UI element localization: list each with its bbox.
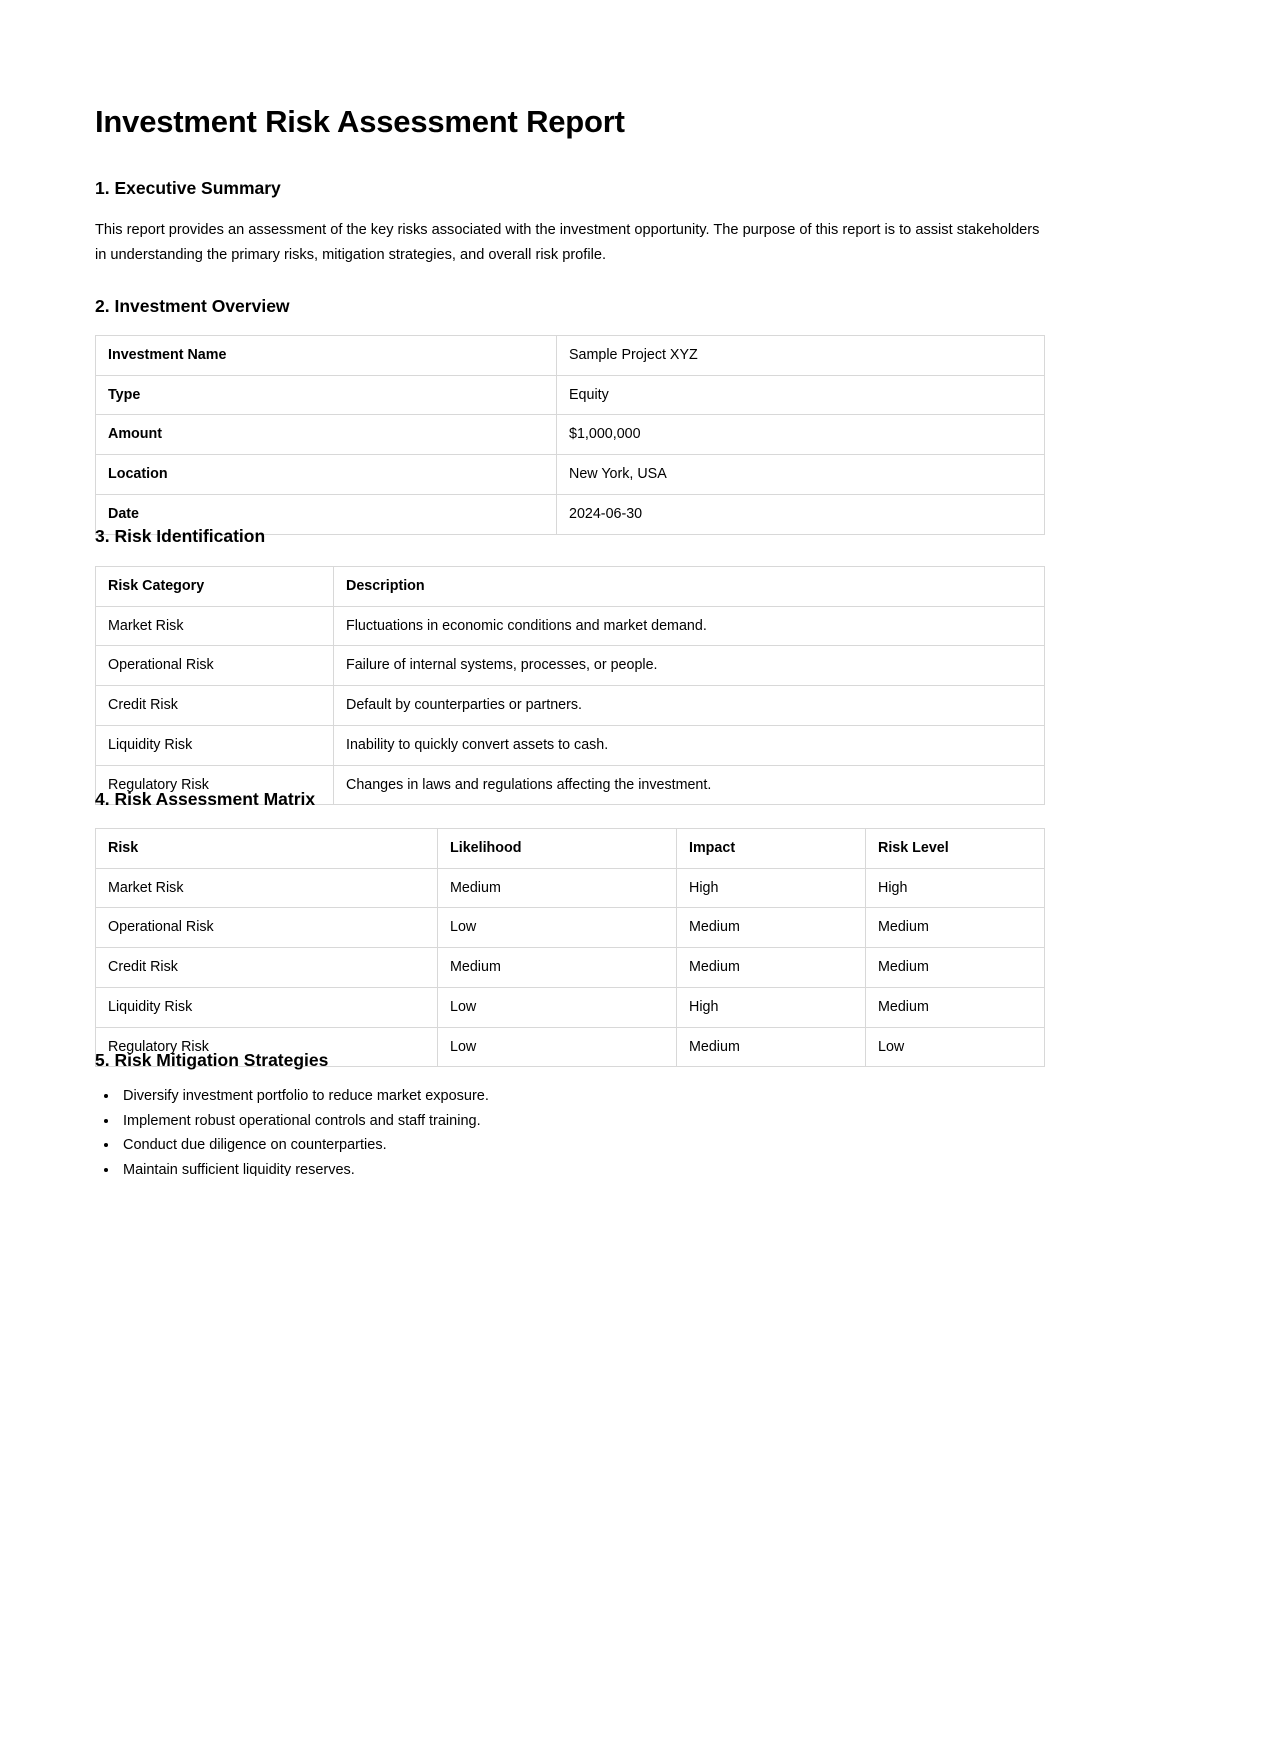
table-row <box>96 868 1045 908</box>
table-row <box>96 908 1045 948</box>
matrix-likelihood-cell: Medium <box>438 948 677 988</box>
overview-label: Location <box>96 455 557 495</box>
column-header-risk-level: Risk Level <box>866 829 1045 869</box>
overview-value: $1,000,000 <box>557 415 1045 455</box>
matrix-risk-level-cell: Medium <box>866 908 1045 948</box>
list-item: • Conduct due diligence on counterparties. <box>119 1138 489 1153</box>
risk-description-cell: Fluctuations in economic conditions and market demand. <box>334 606 1045 646</box>
table-header-row <box>96 567 1045 607</box>
matrix-likelihood-cell: Low <box>438 987 677 1027</box>
table-row <box>96 686 1045 726</box>
matrix-impact-cell: High <box>677 868 866 908</box>
table-header-row <box>96 829 1045 869</box>
table-row <box>96 336 1045 376</box>
table-row <box>96 646 1045 686</box>
matrix-impact-cell: High <box>677 987 866 1027</box>
matrix-risk-cell: Operational Risk <box>96 908 438 948</box>
matrix-risk-cell: Market Risk <box>96 868 438 908</box>
matrix-likelihood-cell: Low <box>438 1027 677 1067</box>
matrix-risk-cell: Liquidity Risk <box>96 987 438 1027</box>
list-item: • Implement robust operational controls and staff training. <box>119 1114 489 1129</box>
section-heading-risk-identification: 3. Risk Identification <box>95 526 266 546</box>
overview-value: 2024-06-30 <box>557 494 1045 534</box>
overview-label: Investment Name <box>96 336 557 376</box>
matrix-risk-cell: Regulatory Risk <box>96 1027 438 1067</box>
list-item: • Maintain sufficient liquidity reserves. <box>119 1163 489 1177</box>
overview-value: Equity <box>557 375 1045 415</box>
risk-description-cell: Default by counterparties or partners. <box>334 686 1045 726</box>
matrix-risk-level-cell: Medium <box>866 948 1045 988</box>
risk-category-cell: Market Risk <box>96 606 334 646</box>
column-header-risk: Risk <box>96 829 438 869</box>
overview-label: Date <box>96 494 557 534</box>
overview-value: Sample Project XYZ <box>557 336 1045 376</box>
risk-identification-table <box>95 566 1045 805</box>
risk-category-cell: Operational Risk <box>96 646 334 686</box>
risk-description-cell: Inability to quickly convert assets to cash. <box>334 725 1045 765</box>
section-heading-investment-overview: 2. Investment Overview <box>95 296 290 316</box>
risk-mitigation-list <box>95 1089 489 1176</box>
matrix-risk-level-cell: Medium <box>866 987 1045 1027</box>
matrix-impact-cell: Medium <box>677 948 866 988</box>
section-heading-risk-assessment-matrix: 4. Risk Assessment Matrix <box>95 789 316 809</box>
table-row <box>96 948 1045 988</box>
risk-category-cell: Credit Risk <box>96 686 334 726</box>
risk-category-cell: Regulatory Risk <box>96 765 334 805</box>
matrix-risk-level-cell: High <box>866 868 1045 908</box>
section-heading-executive-summary: 1. Executive Summary <box>95 178 281 198</box>
page-title: Investment Risk Assessment Report <box>95 104 625 139</box>
table-row <box>96 725 1045 765</box>
column-header-description: Description <box>334 567 1045 607</box>
matrix-impact-cell: Medium <box>677 908 866 948</box>
overview-label: Amount <box>96 415 557 455</box>
matrix-risk-level-cell: Low <box>866 1027 1045 1067</box>
column-header-likelihood: Likelihood <box>438 829 677 869</box>
matrix-likelihood-cell: Low <box>438 908 677 948</box>
table-row <box>96 415 1045 455</box>
investment-overview-table <box>95 335 1045 535</box>
table-row <box>96 606 1045 646</box>
matrix-risk-cell: Credit Risk <box>96 948 438 988</box>
risk-description-cell: Failure of internal systems, processes, or people. <box>334 646 1045 686</box>
column-header-risk-category: Risk Category <box>96 567 334 607</box>
matrix-likelihood-cell: Medium <box>438 868 677 908</box>
table-row <box>96 987 1045 1027</box>
risk-category-cell: Liquidity Risk <box>96 725 334 765</box>
overview-label: Type <box>96 375 557 415</box>
section-heading-risk-mitigation-strategies: 5. Risk Mitigation Strategies <box>95 1050 329 1070</box>
column-header-impact: Impact <box>677 829 866 869</box>
executive-summary-paragraph: This report provides an assessment of the key risks associated with the investment opportunity. The purpose of this report is to assist stakeholders in understanding the primary risks, mitigation strategies, and overall risk profile. <box>95 222 1040 264</box>
overview-value: New York, USA <box>557 455 1045 495</box>
risk-description-cell: Changes in laws and regulations affecting the investment. <box>334 765 1045 805</box>
table-row <box>96 375 1045 415</box>
table-row <box>96 455 1045 495</box>
list-item: • Diversify investment portfolio to reduce market exposure. <box>119 1089 489 1104</box>
risk-assessment-matrix-table <box>95 828 1045 1067</box>
matrix-impact-cell: Medium <box>677 1027 866 1067</box>
